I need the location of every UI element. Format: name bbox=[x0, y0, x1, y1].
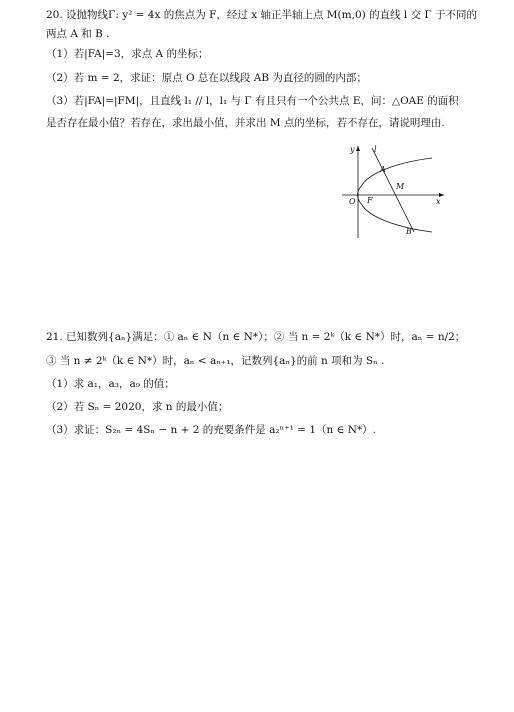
label-y: y bbox=[350, 145, 355, 154]
q21-stem-line1: 21. 已知数列{aₙ}满足：① aₙ ∈ N（n ∈ N*）；② 当 n = 2ᵏ（k ∈ N*）时，aₙ = n/2； bbox=[46, 331, 466, 343]
q20-part1: （1）若|FA|=3，求点 A 的坐标； bbox=[46, 48, 209, 60]
parabola-figure bbox=[340, 140, 446, 240]
q21-stem-line2: ③ 当 n ≠ 2ᵏ（k ∈ N*）时，aₙ < aₙ₊₁，记数列{aₙ}的前 n 项和为 Sₙ . bbox=[46, 355, 385, 367]
q20-stem-line2: 两点 A 和 B . bbox=[46, 28, 110, 40]
q20-stem-line1: 20. 设抛物线Γ: y² = 4x 的焦点为 F，经过 x 轴正半轴上点 M(m,0) 的直线 l 交 Γ 于不同的 bbox=[46, 9, 478, 21]
q20-part3-line2: 是否存在最小值？若存在，求出最小值，并求出 M 点的坐标，若不存在，请说明理由. bbox=[46, 117, 445, 129]
q21-part2: （2）若 Sₙ = 2020，求 n 的最小值； bbox=[46, 401, 229, 413]
label-m: M bbox=[396, 182, 405, 191]
q20-part3-line1: （3）若|FA|=|FM|，且直线 l₁ // l，l₁ 与 Γ 有且只有一个公共点 E，问：△OAE 的面积 bbox=[46, 95, 459, 107]
q20-part2: （2）若 m = 2，求证：原点 O 总在以线段 AB 为直径的圆的内部； bbox=[46, 72, 367, 84]
label-a: A bbox=[380, 165, 386, 174]
label-b: B bbox=[406, 227, 412, 236]
label-l: l bbox=[374, 145, 377, 154]
label-x: x bbox=[436, 197, 441, 206]
q21-part3: （3）求证：S₂ₙ = 4Sₙ − n + 2 的充要条件是 a₂ⁿ⁺¹ = 1（n ∈ N*）. bbox=[46, 424, 376, 436]
y-axis-arrow bbox=[356, 146, 360, 151]
label-o: O bbox=[349, 197, 356, 206]
label-f: F bbox=[367, 196, 373, 205]
q21-part1: （1）求 a₁，a₃，a₉ 的值； bbox=[46, 378, 175, 390]
line-l bbox=[372, 148, 414, 232]
parabola-diagram bbox=[340, 140, 446, 240]
